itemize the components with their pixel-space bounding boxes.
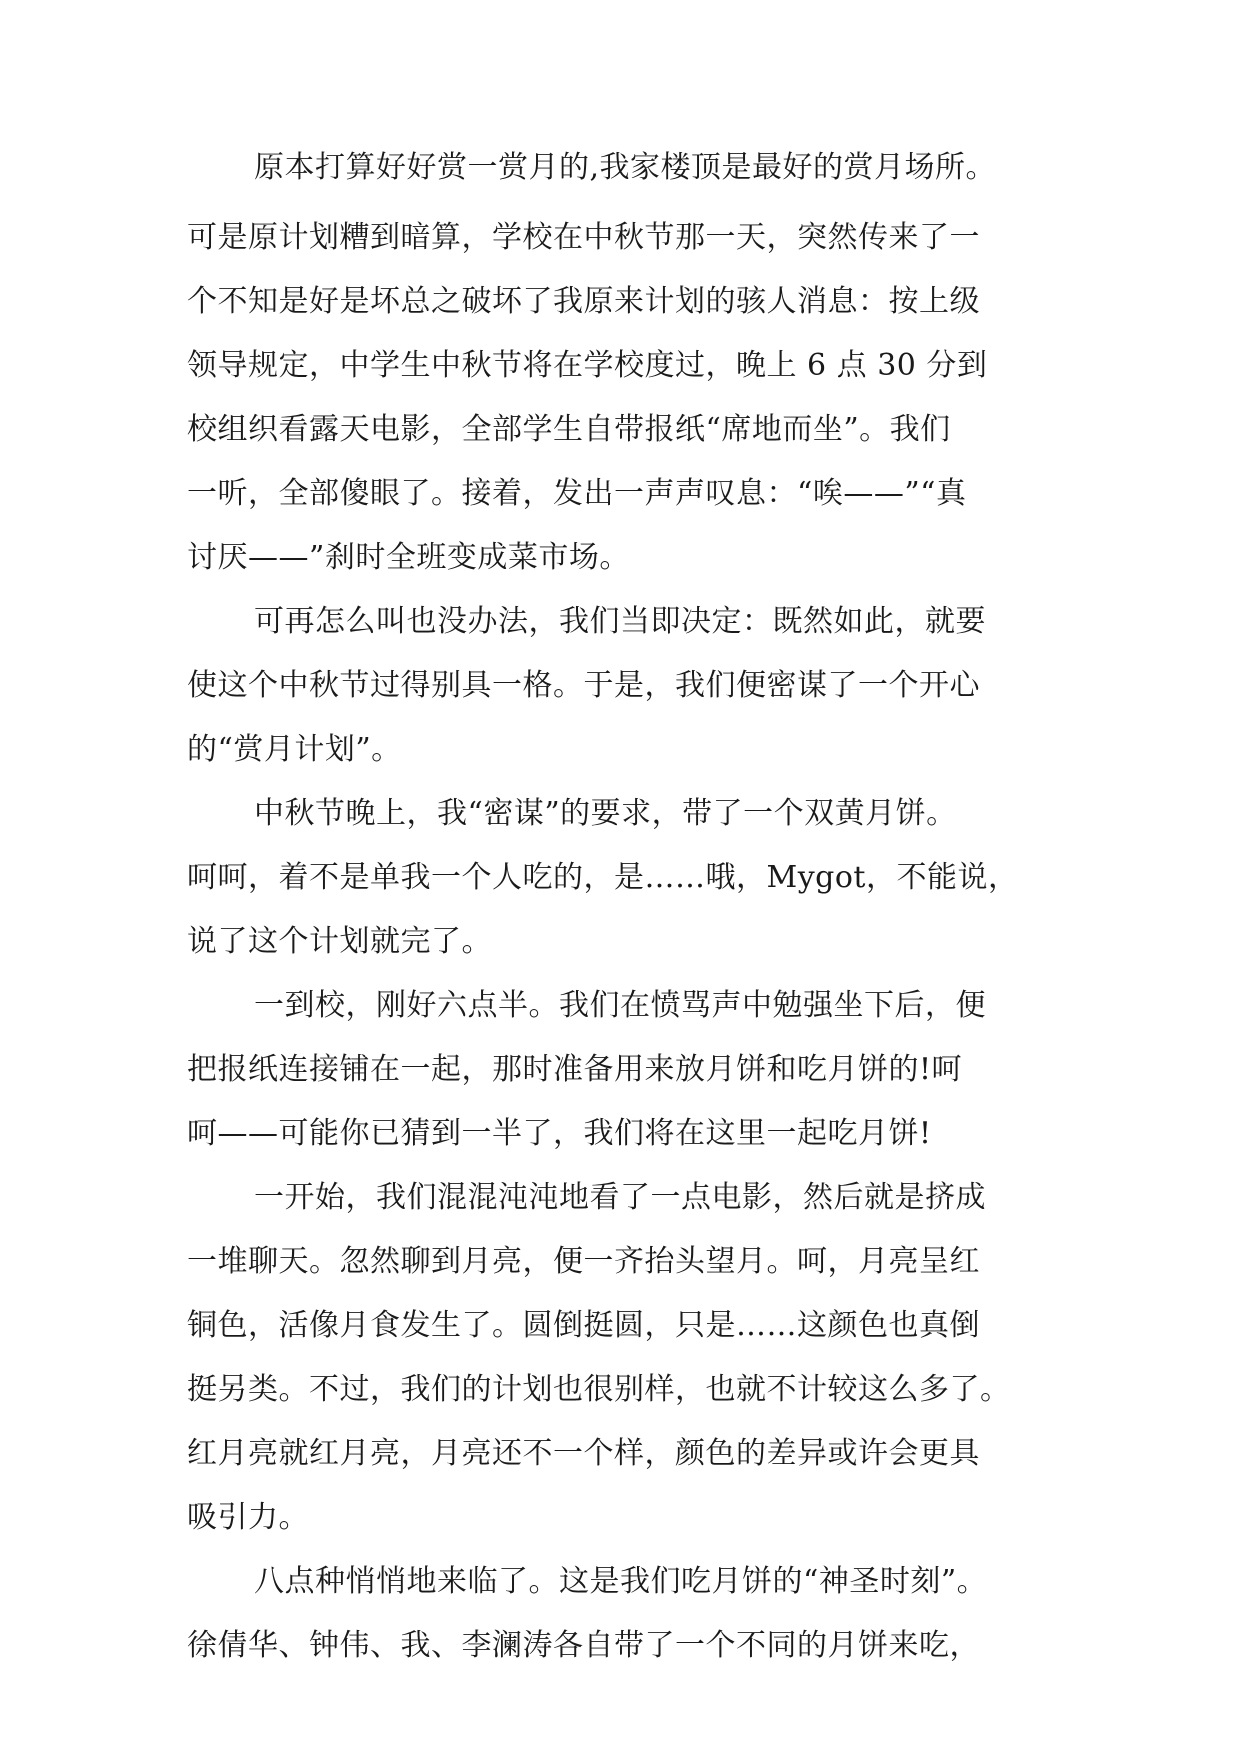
text-line: 呵——可能你已猜到一半了，我们将在这里一起吃月饼! — [187, 1116, 932, 1151]
text-line: 一听，全部傻眼了。接着，发出一声声叹息：“唉——”“真 — [187, 476, 967, 511]
text-line: 把报纸连接铺在一起，那时准备用来放月饼和吃月饼的!呵 — [187, 1052, 963, 1087]
text-line: 领导规定，中学生中秋节将在学校度过，晚上 6 点 30 分到 — [187, 348, 988, 383]
text-line: 中秋节晚上，我“密谋”的要求，带了一个双黄月饼。 — [254, 796, 957, 831]
text-line: 一开始，我们混混沌沌地看了一点电影，然后就是挤成 — [254, 1180, 986, 1215]
text-line: 使这个中秋节过得别具一格。于是，我们便密谋了一个开心 — [187, 668, 980, 703]
text-line: 挺另类。不过，我们的计划也很别样，也就不计较这么多了。 — [187, 1372, 1011, 1407]
text-line: 的“赏月计划”。 — [187, 732, 402, 767]
text-line: 说了这个计划就完了。 — [187, 924, 492, 959]
text-line: 原本打算好好赏一赏月的,我家楼顶是最好的赏月场所。 — [254, 150, 997, 185]
text-line: 吸引力。 — [187, 1500, 309, 1535]
text-line: 徐倩华、钟伟、我、李澜涛各自带了一个不同的月饼来吃， — [187, 1628, 980, 1663]
text-line: 一堆聊天。忽然聊到月亮，便一齐抬头望月。呵，月亮呈红 — [187, 1244, 980, 1279]
text-line: 八点种悄悄地来临了。这是我们吃月饼的“神圣时刻”。 — [254, 1564, 988, 1599]
text-line: 可再怎么叫也没办法，我们当即决定：既然如此，就要 — [254, 604, 986, 639]
text-line: 一到校，刚好六点半。我们在愤骂声中勉强坐下后，便 — [254, 988, 986, 1023]
text-line: 校组织看露天电影，全部学生自带报纸“席地而坐”。我们 — [187, 412, 951, 447]
text-line: 红月亮就红月亮，月亮还不一个样，颜色的差异或许会更具 — [187, 1436, 980, 1471]
text-line: 呵呵，着不是单我一个人吃的，是……哦，Mygot，不能说， — [187, 860, 1019, 895]
text-line: 讨厌——”刹时全班变成菜市场。 — [187, 540, 630, 575]
text-line: 可是原计划糟到暗算，学校在中秋节那一天，突然传来了一 — [187, 220, 980, 255]
text-line: 铜色，活像月食发生了。圆倒挺圆，只是……这颜色也真倒 — [187, 1308, 980, 1343]
text-line: 个不知是好是坏总之破坏了我原来计划的骇人消息：按上级 — [187, 284, 980, 319]
